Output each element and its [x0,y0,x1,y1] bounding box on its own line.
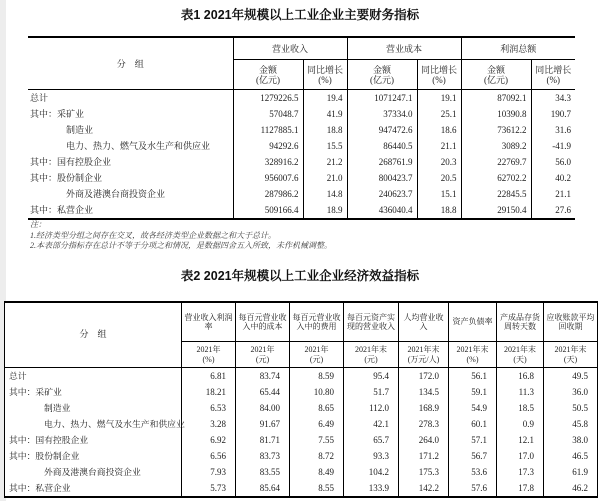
cell-value: 94292.6 [233,138,303,154]
table1-subheader: 金额 (亿元) [233,60,303,90]
cell-value: 22845.5 [461,186,531,202]
cell-value: 56.0 [531,154,575,170]
cell-value: 37334.0 [347,106,417,122]
table-row [28,138,575,154]
cell-value: 83.73 [236,448,290,464]
cell-value: 60.1 [449,416,497,432]
table-row [5,368,598,385]
cell-value: 19.4 [303,90,347,107]
cell-value: 21.1 [417,138,461,154]
cell-value: 142.2 [399,480,449,497]
cell-value: 172.0 [399,368,449,385]
row-label: 外商及港澳台商投资企业 [66,189,166,199]
cell-value: 25.1 [417,106,461,122]
cell-value: 46.2 [544,480,598,497]
cell-value: 18.5 [497,400,544,416]
table2-column-name: 人均营业收入 [399,302,449,342]
cell-value: 19.1 [417,90,461,107]
table-row [5,416,598,432]
note-item-1: 1.经济类型分组之间存在交叉，故各经济类型企业数据之和大于总计。 [30,230,276,240]
table-row [28,186,575,202]
cell-value: 56.1 [449,368,497,385]
row-label: 其中：私营企业 [30,205,94,215]
table1-colgroup-revenue: 营业收入 [233,37,347,60]
cell-value: 85.64 [236,480,290,497]
row-label: 其中：国有控股企业 [9,435,89,445]
cell-value: 16.8 [497,368,544,385]
cell-value: 6.53 [182,400,236,416]
cell-value: 8.59 [290,368,344,385]
cell-value: 0.9 [497,416,544,432]
table2-title: 表2 2021年规模以上工业企业经济效益指标 [180,269,420,283]
table1-financial-indicators [28,36,575,220]
cell-value: 190.7 [531,106,575,122]
table-row [28,90,575,107]
cell-value: 947472.6 [347,122,417,138]
cell-value: 40.2 [531,170,575,186]
row-label: 电力、热力、燃气及水生产和供应业 [44,419,185,429]
cell-value: 59.1 [449,384,497,400]
cell-value: 287986.2 [233,186,303,202]
cell-value: 73612.2 [461,122,531,138]
table-row [5,432,598,448]
row-label: 其中：国有控股企业 [30,157,112,167]
cell-value: 50.5 [544,400,598,416]
cell-value: 10.80 [290,384,344,400]
cell-value: 6.81 [182,368,236,385]
table-row [5,464,598,480]
cell-value: 95.4 [344,368,399,385]
cell-value: 8.72 [290,448,344,464]
table1-notes [30,220,575,252]
cell-value: 17.3 [497,464,544,480]
table1-subheader: 金额 (亿元) [347,60,417,90]
cell-value: 15.1 [417,186,461,202]
table2-column-name: 产成品存货周转天数 [497,302,544,342]
table2-economic-benefit-indicators [4,301,598,498]
cell-value: 21.2 [303,154,347,170]
cell-value: 15.5 [303,138,347,154]
cell-value: 65.7 [344,432,399,448]
cell-value: 87092.1 [461,90,531,107]
table2-group-header: 分 组 [5,302,182,368]
note-item-2: 2.本表部分指标存在总计不等于分项之和情况，是数据四舍五入所致，未作机械调整。 [30,241,332,250]
table2-column-period: 2021年末 (天) [544,342,598,368]
row-label: 制造业 [44,403,71,413]
cell-value: 6.92 [182,432,236,448]
cell-value: 175.3 [399,464,449,480]
row-label: 其中：股份制企业 [30,173,103,183]
table1-body [28,90,575,220]
cell-value: 5.73 [182,480,236,497]
cell-value: 134.5 [399,384,449,400]
cell-value: 29150.4 [461,202,531,219]
table-row [5,400,598,416]
table-row [28,122,575,138]
table-row [5,384,598,400]
cell-value: 112.0 [344,400,399,416]
cell-value: 264.0 [399,432,449,448]
cell-value: 133.9 [344,480,399,497]
cell-value: 3.28 [182,416,236,432]
cell-value: 278.3 [399,416,449,432]
cell-value: 93.3 [344,448,399,464]
cell-value: 51.7 [344,384,399,400]
cell-value: 22769.7 [461,154,531,170]
cell-value: 86440.5 [347,138,417,154]
cell-value: 8.49 [290,464,344,480]
cell-value: 62702.2 [461,170,531,186]
cell-value: 18.21 [182,384,236,400]
cell-value: 56.7 [449,448,497,464]
cell-value: 17.0 [497,448,544,464]
cell-value: 6.56 [182,448,236,464]
row-label: 电力、热力、燃气及水生产和供应业 [66,141,211,151]
cell-value: 27.6 [531,202,575,219]
cell-value: 6.49 [290,416,344,432]
table1-group-header: 分 组 [28,37,233,90]
cell-value: 49.5 [544,368,598,385]
cell-value: 800423.7 [347,170,417,186]
cell-value: 171.2 [399,448,449,464]
table-row [5,448,598,464]
cell-value: 57048.7 [233,106,303,122]
cell-value: 7.55 [290,432,344,448]
table1-title: 表1 2021年规模以上工业企业主要财务指标 [180,8,420,22]
table-row [5,480,598,497]
cell-value: 11.3 [497,384,544,400]
table-row [28,170,575,186]
table1-colgroup-cost: 营业成本 [347,37,461,60]
cell-value: 54.9 [449,400,497,416]
row-label: 其中：采矿业 [9,387,62,397]
cell-value: 18.8 [417,202,461,219]
cell-value: 84.00 [236,400,290,416]
table2-column-period: 2021年 (元) [290,342,344,368]
table2-column-period: 2021年 (%) [182,342,236,368]
cell-value: 168.9 [399,400,449,416]
table2-column-period: 2021年末 (元) [344,342,399,368]
cell-value: 14.8 [303,186,347,202]
cell-value: 41.9 [303,106,347,122]
table2-column-name: 营业收入利润率 [182,302,236,342]
cell-value: 20.3 [417,154,461,170]
cell-value: 42.1 [344,416,399,432]
cell-value: 20.5 [417,170,461,186]
table2-column-name: 应收账款平均回收期 [544,302,598,342]
cell-value: 268761.9 [347,154,417,170]
cell-value: 45.8 [544,416,598,432]
cell-value: 65.44 [236,384,290,400]
table1-colgroup-profit: 利润总额 [461,37,575,60]
row-label: 其中：股份制企业 [9,451,80,461]
table1-subheader: 同比增长 (%) [531,60,575,90]
cell-value: 61.9 [544,464,598,480]
table2-column-name: 每百元营业收入中的成本 [236,302,290,342]
table2-body [5,368,598,498]
table2-column-period: 2021年末 (天) [497,342,544,368]
cell-value: 83.55 [236,464,290,480]
cell-value: 36.0 [544,384,598,400]
row-label: 其中：私营企业 [9,483,71,493]
cell-value: 17.8 [497,480,544,497]
cell-value: 10390.8 [461,106,531,122]
cell-value: -41.9 [531,138,575,154]
table-row [28,106,575,122]
cell-value: 53.6 [449,464,497,480]
table2-column-period: 2021年末 (%) [449,342,497,368]
cell-value: 21.1 [531,186,575,202]
table1-header-groups [28,37,575,60]
notes-label: 注： [30,220,46,229]
cell-value: 18.8 [303,122,347,138]
cell-value: 1127885.1 [233,122,303,138]
cell-value: 956007.6 [233,170,303,186]
cell-value: 18.6 [417,122,461,138]
row-label: 制造业 [66,125,94,135]
cell-value: 91.67 [236,416,290,432]
cell-value: 8.65 [290,400,344,416]
cell-value: 509166.4 [233,202,303,219]
table2-column-name: 每百元资产实现的营业收入 [344,302,399,342]
cell-value: 46.5 [544,448,598,464]
table-row [28,154,575,170]
table1-subheader: 金额 (亿元) [461,60,531,90]
cell-value: 8.55 [290,480,344,497]
table1-subheader: 同比增长 (%) [303,60,347,90]
cell-value: 12.1 [497,432,544,448]
table2-header-names [5,302,598,342]
row-label: 外商及港澳台商投资企业 [44,467,141,477]
cell-value: 436040.4 [347,202,417,219]
row-label: 总计 [9,371,27,381]
table1-subheader: 同比增长 (%) [417,60,461,90]
cell-value: 34.3 [531,90,575,107]
cell-value: 38.0 [544,432,598,448]
cell-value: 83.74 [236,368,290,385]
table2-column-period: 2021年 (元) [236,342,290,368]
table2-column-period: 2021年末 (万元/人) [399,342,449,368]
cell-value: 57.6 [449,480,497,497]
table2-column-name: 每百元营业收入中的费用 [290,302,344,342]
cell-value: 3089.2 [461,138,531,154]
table2-column-name: 资产负债率 [449,302,497,342]
cell-value: 104.2 [344,464,399,480]
cell-value: 18.9 [303,202,347,219]
table-row [28,202,575,219]
cell-value: 57.1 [449,432,497,448]
cell-value: 7.93 [182,464,236,480]
cell-value: 81.71 [236,432,290,448]
cell-value: 1279226.5 [233,90,303,107]
cell-value: 21.0 [303,170,347,186]
cell-value: 328916.2 [233,154,303,170]
row-label: 其中：采矿业 [30,109,85,119]
cell-value: 240623.7 [347,186,417,202]
cell-value: 31.6 [531,122,575,138]
cell-value: 1071247.1 [347,90,417,107]
row-label: 总计 [30,93,49,103]
